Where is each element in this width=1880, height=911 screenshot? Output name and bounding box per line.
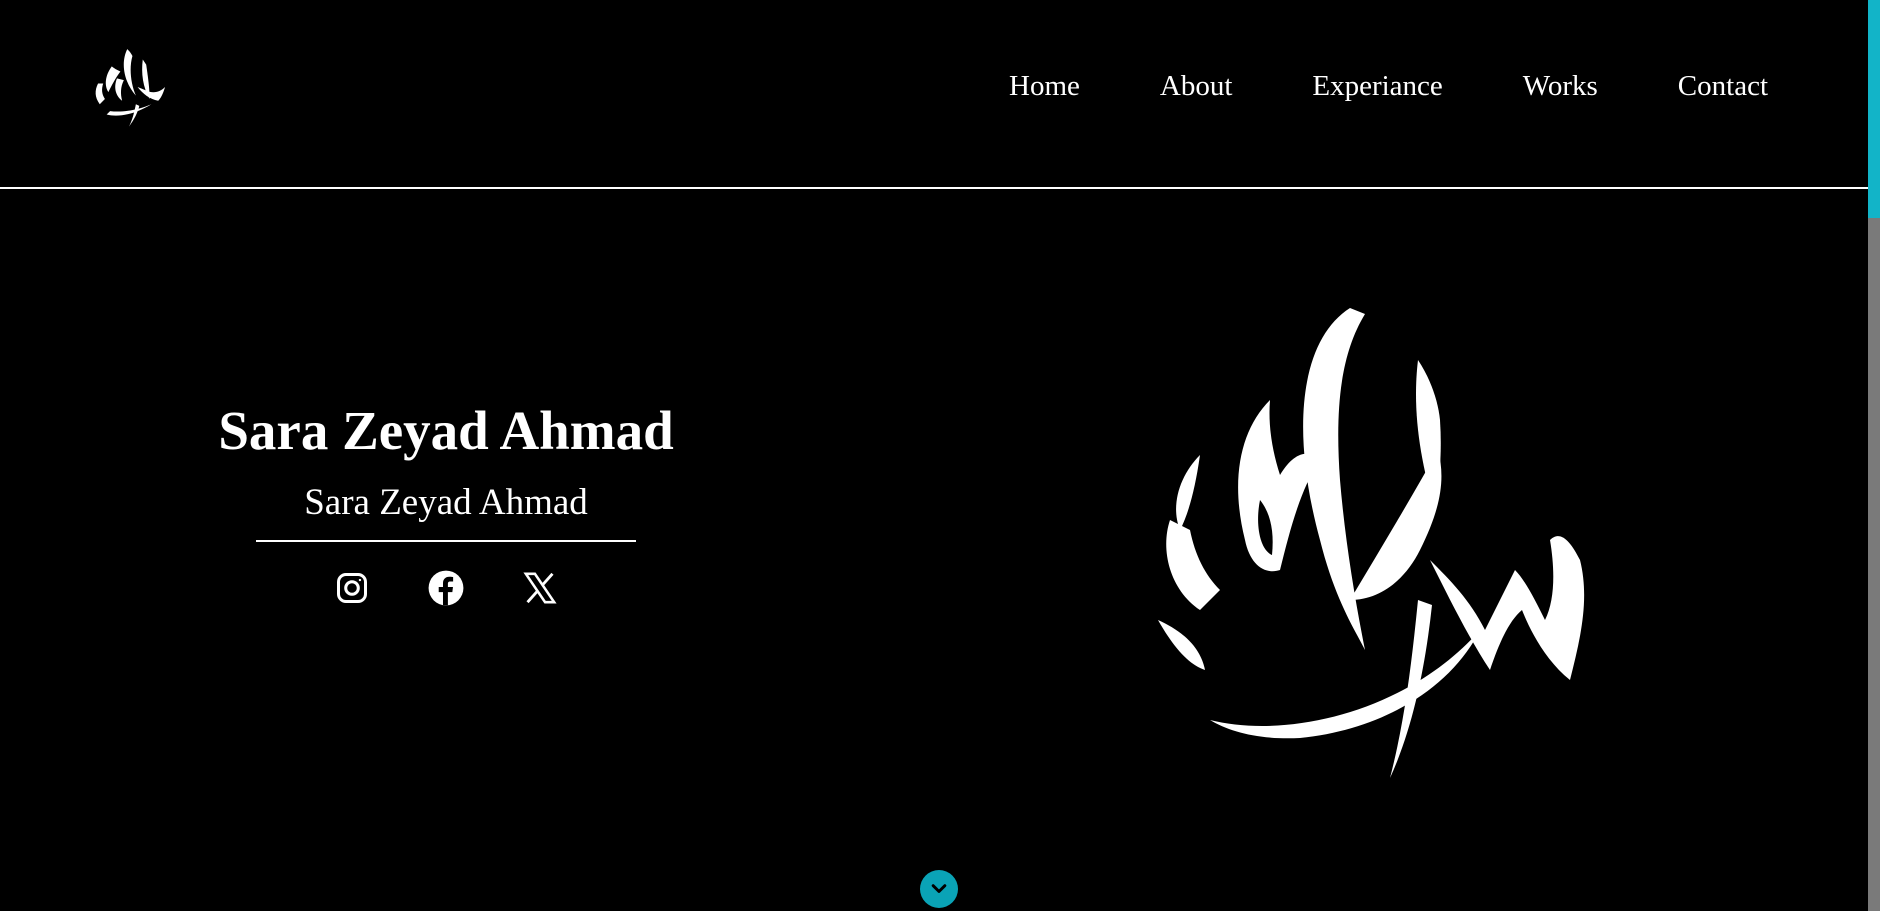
page-scrollbar[interactable] [1868,0,1880,911]
facebook-icon[interactable] [426,568,466,608]
x-icon[interactable] [520,568,560,608]
scroll-down-button[interactable] [920,870,958,908]
nav-contact-link[interactable]: Contact [1677,70,1768,102]
header [0,0,1868,189]
hero-divider [256,540,636,542]
instagram-icon[interactable] [332,568,372,608]
chevron-down-icon [929,879,949,899]
nav-experience-link[interactable]: Experiance [1312,70,1443,102]
main-nav [1009,70,1768,103]
calligraphy-artwork [1150,300,1640,780]
hero-name: Sara Zeyad Ahmad [218,400,674,461]
calligraphy-logo-icon [86,44,172,130]
scrollbar-thumb[interactable] [1868,0,1880,218]
hero-intro [212,396,680,608]
calligraphy-art-icon [1150,300,1640,780]
nav-home-link[interactable]: Home [1009,70,1080,102]
social-links [212,568,680,608]
hero-subtitle: Sara Zeyad Ahmad [304,482,588,523]
nav-about-link[interactable]: About [1159,70,1233,102]
logo[interactable] [86,44,172,130]
nav-works-link[interactable]: Works [1522,70,1598,102]
